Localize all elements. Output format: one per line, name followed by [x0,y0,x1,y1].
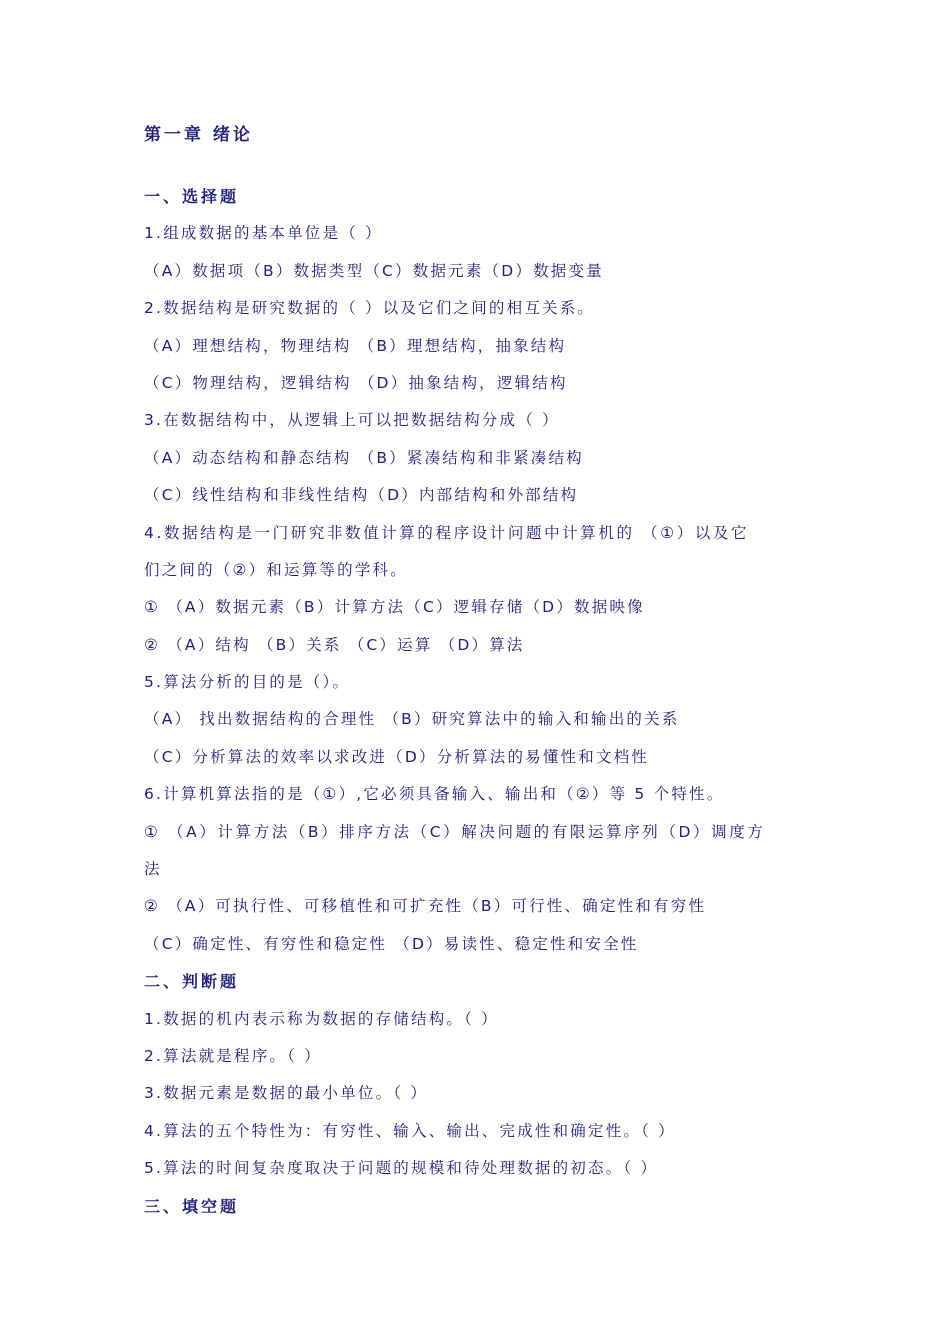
question-line: 3.在数据结构中，从逻辑上可以把数据结构分成（ ） [144,411,560,430]
question-line: 4.数据结构是一门研究非数值计算的程序设计问题中计算机的 （①）以及它 [144,523,750,542]
section-title: 三、填空题 [144,1196,240,1216]
question-line: ① （A）数据元素（B）计算方法（C）逻辑存储（D）数据映像 [144,598,645,617]
question-line: ② （A）结构 （B）关系 （C）运算 （D）算法 [144,635,525,654]
question-line: 3.数据元素是数据的最小单位。（ ） [144,1084,429,1103]
section-title: 二、判断题 [144,972,240,992]
question-line: 5.算法的时间复杂度取决于问题的规模和待处理数据的初态。（ ） [144,1159,659,1178]
question-line: （A）动态结构和静态结构 （B）紧凑结构和非紧凑结构 [144,448,584,467]
question-line: ② （A）可执行性、可移植性和可扩充性（B）可行性、确定性和有穷性 [144,897,707,916]
question-line: （C）物理结构，逻辑结构 （D）抽象结构，逻辑结构 [144,373,568,392]
question-line: （A）理想结构，物理结构 （B）理想结构，抽象结构 [144,336,567,355]
question-line: 6.计算机算法指的是（①）,它必须具备输入、输出和（②）等 5 个特性。 [144,785,725,804]
section-title: 一、选择题 [144,187,240,206]
question-line: 1.数据的机内表示称为数据的存储结构。（ ） [144,1009,499,1028]
document-page [144,118,814,1225]
question-line: 法 [144,860,162,879]
question-line: （C）线性结构和非线性结构（D）内部结构和外部结构 [144,486,579,505]
question-line: ① （A）计算方法（B）排序方法（C）解决问题的有限运算序列（D）调度方 [144,822,766,841]
question-line: 4.算法的五个特性为：有穷性、输入、输出、完成性和确定性。（ ） [144,1121,676,1140]
question-line: （C）分析算法的效率以求改进（D）分析算法的易懂性和文档性 [144,747,650,766]
question-line: （A） 找出数据结构的合理性 （B）研究算法中的输入和输出的关系 [144,710,680,729]
question-line: 2.数据结构是研究数据的（ ）以及它们之间的相互关系。 [144,299,596,318]
document-body [144,178,814,1225]
question-line: 1.组成数据的基本单位是（ ） [144,224,383,243]
question-line: 5.算法分析的目的是（）。 [144,673,351,692]
question-line: 们之间的（②）和运算等的学科。 [144,560,408,579]
question-line: （C）确定性、有穷性和稳定性 （D）易读性、稳定性和安全性 [144,934,639,953]
chapter-title: 第一章 绪论 [144,125,253,145]
question-line: （A）数据项（B）数据类型（C）数据元素（D）数据变量 [144,261,604,280]
question-line: 2.算法就是程序。（ ） [144,1046,322,1065]
